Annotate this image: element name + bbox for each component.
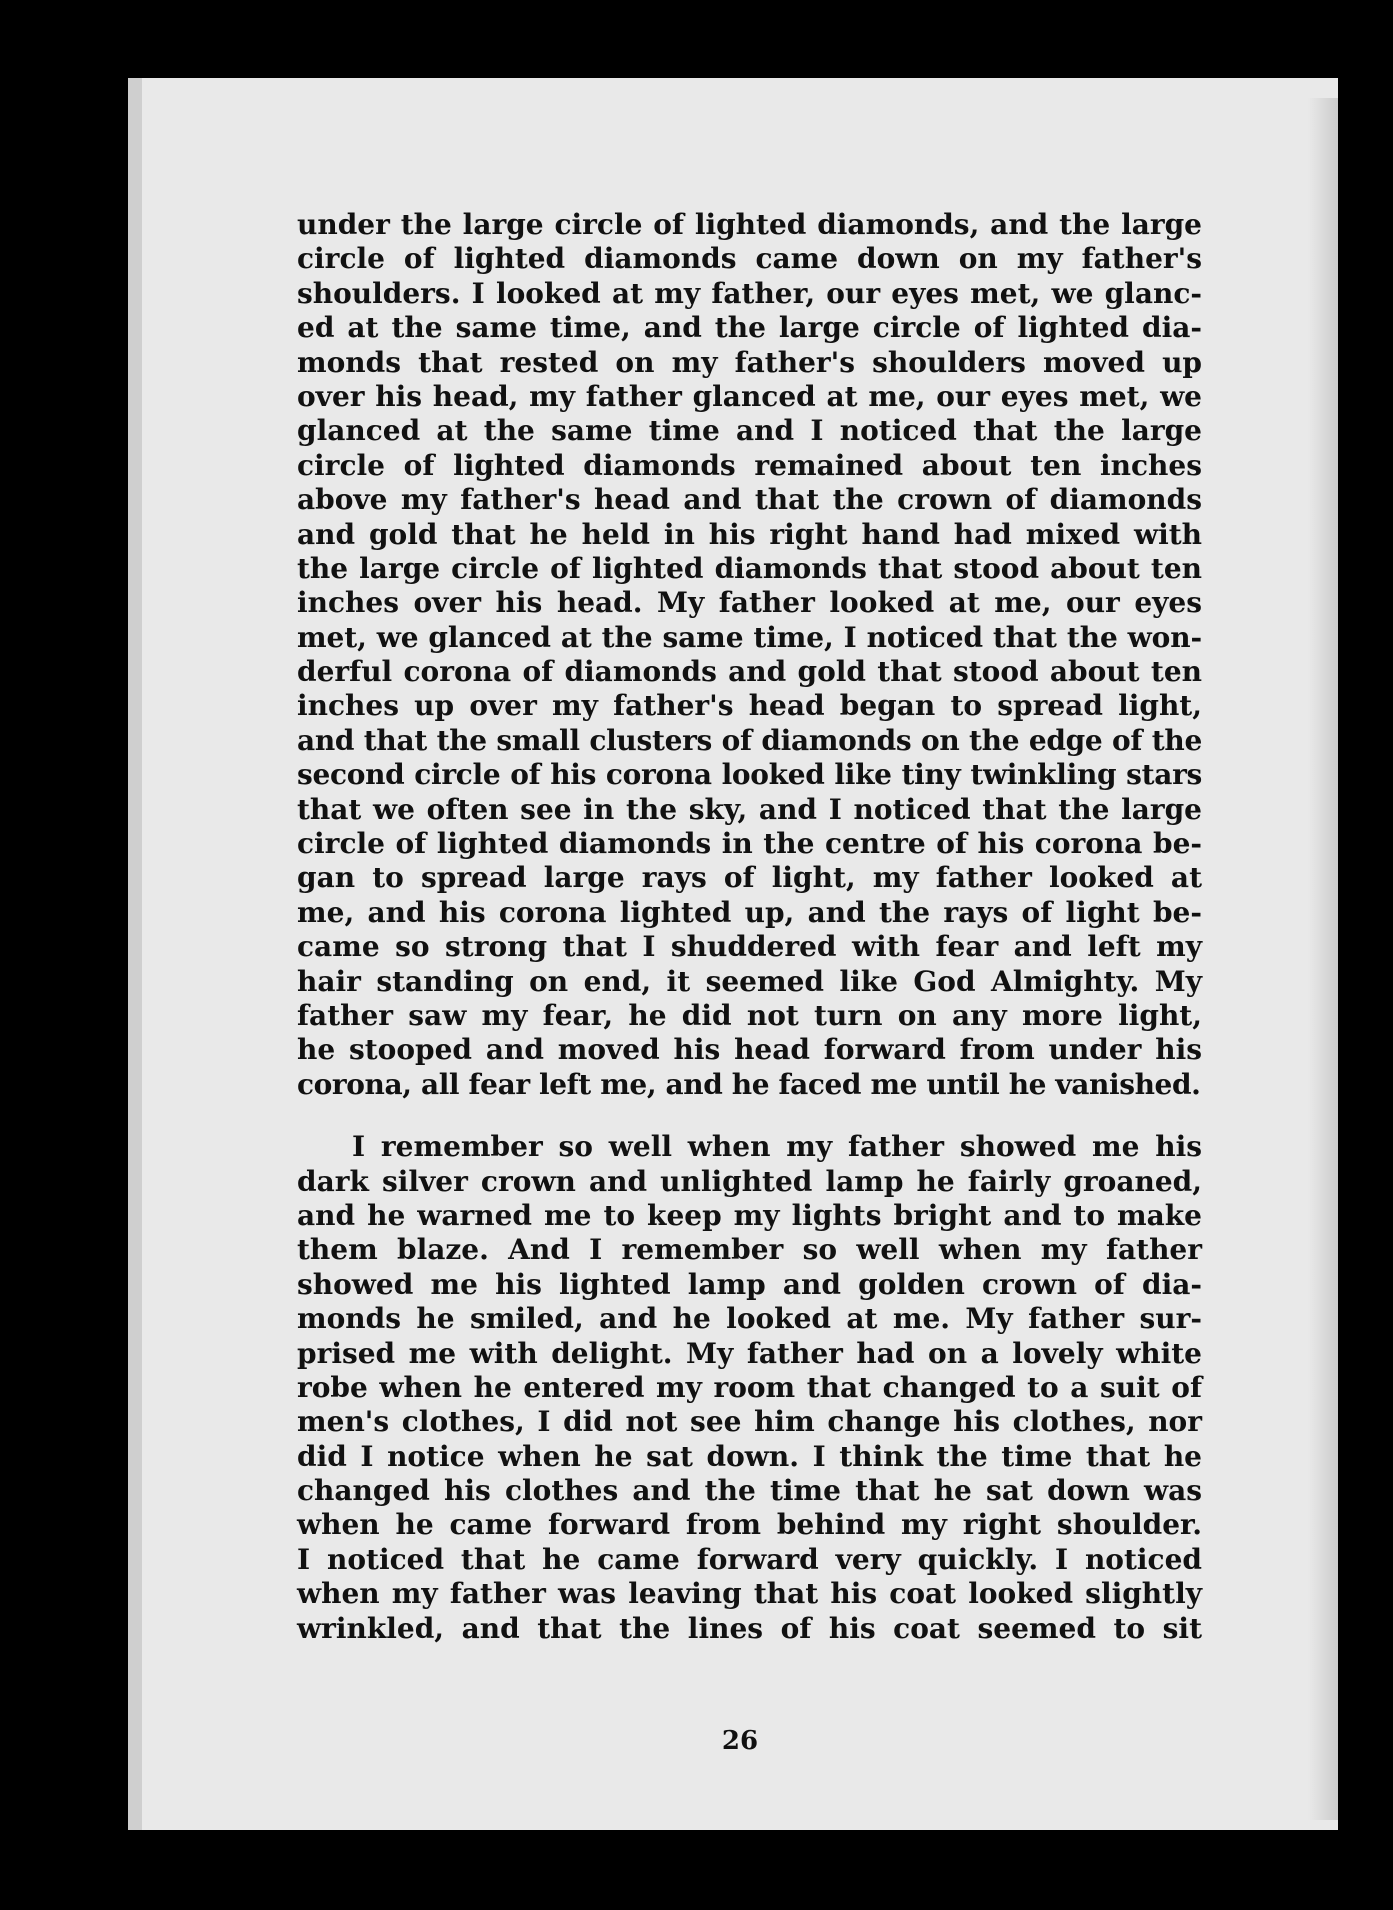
body-text xyxy=(297,208,1202,1646)
text-line: glanced at the same time and I noticed that the large xyxy=(297,414,1202,448)
text-line: monds he smiled, and he looked at me. My father sur- xyxy=(297,1302,1202,1336)
text-line: changed his clothes and the time that he sat down was xyxy=(297,1474,1202,1508)
paragraph-1 xyxy=(297,208,1202,1102)
text-line: dark silver crown and unlighted lamp he fairly groaned, xyxy=(297,1164,1202,1198)
text-line: I remember so well when my father showed me his xyxy=(352,1130,1202,1164)
text-line: them blaze. And I remember so well when my father xyxy=(297,1233,1202,1267)
text-line: circle of lighted diamonds came down on my father's xyxy=(297,242,1202,276)
text-line: ed at the same time, and the large circle of lighted dia- xyxy=(297,311,1202,345)
text-line: prised me with delight. My father had on a lovely white xyxy=(297,1336,1202,1370)
text-line: the large circle of lighted diamonds that stood about ten xyxy=(297,551,1202,585)
text-line: derful corona of diamonds and gold that stood about ten xyxy=(297,655,1202,689)
text-line: circle of lighted diamonds in the centre of his corona be- xyxy=(297,827,1202,861)
text-line: when he came forward from behind my right shoulder. xyxy=(297,1508,1202,1542)
text-line: under the large circle of lighted diamonds, and the large xyxy=(297,208,1202,241)
text-line: hair standing on end, it seemed like God Almighty. My xyxy=(297,964,1202,998)
text-line: and he warned me to keep my lights bright and to make xyxy=(297,1198,1202,1232)
text-line: over his head, my father glanced at me, our eyes met, we xyxy=(297,379,1202,413)
text-line: met, we glanced at the same time, I noticed that the won- xyxy=(297,620,1202,654)
text-line: did I notice when he sat down. I think the time that he xyxy=(297,1439,1202,1473)
paragraph-2 xyxy=(297,1130,1202,1646)
text-line: I noticed that he came forward very quickly. I noticed xyxy=(297,1542,1202,1576)
text-line: shoulders. I looked at my father, our eyes met, we glanc- xyxy=(297,276,1202,310)
text-line: corona, all fear left me, and he faced me until he vanished. xyxy=(297,1067,1201,1101)
text-line: came so strong that I shuddered with fear and left my xyxy=(297,930,1202,964)
text-line: me, and his corona lighted up, and the rays of light be- xyxy=(297,895,1202,929)
text-line: inches up over my father's head began to spread light, xyxy=(297,689,1202,723)
text-line: men's clothes, I did not see him change his clothes, nor xyxy=(297,1405,1202,1439)
text-line: circle of lighted diamonds remained about ten inches xyxy=(297,448,1202,482)
text-line: gan to spread large rays of light, my father looked at xyxy=(297,861,1202,895)
text-line: that we often see in the sky, and I noticed that the large xyxy=(297,792,1202,826)
text-line: robe when he entered my room that changed to a suit of xyxy=(297,1370,1202,1404)
text-line: he stooped and moved his head forward from under his xyxy=(297,1033,1202,1067)
text-line: father saw my fear, he did not turn on any more light, xyxy=(297,998,1202,1032)
book-page xyxy=(128,78,1338,1830)
text-line: and that the small clusters of diamonds on the edge of the xyxy=(297,723,1202,757)
page-number: 26 xyxy=(721,1726,759,1756)
text-line: and gold that he held in his right hand had mixed with xyxy=(297,517,1202,551)
text-line: showed me his lighted lamp and golden crown of dia- xyxy=(297,1267,1202,1301)
text-line: monds that rested on my father's shoulders moved up xyxy=(297,345,1202,379)
text-line: above my father's head and that the crown of diamonds xyxy=(297,483,1202,517)
paragraph-gap xyxy=(297,1102,1202,1130)
text-line: wrinkled, and that the lines of his coat seemed to sit xyxy=(297,1611,1202,1645)
text-line: second circle of his corona looked like tiny twinkling stars xyxy=(297,758,1202,792)
text-line: inches over his head. My father looked at me, our eyes xyxy=(297,586,1202,620)
text-line: when my father was leaving that his coat looked slightly xyxy=(297,1577,1202,1611)
